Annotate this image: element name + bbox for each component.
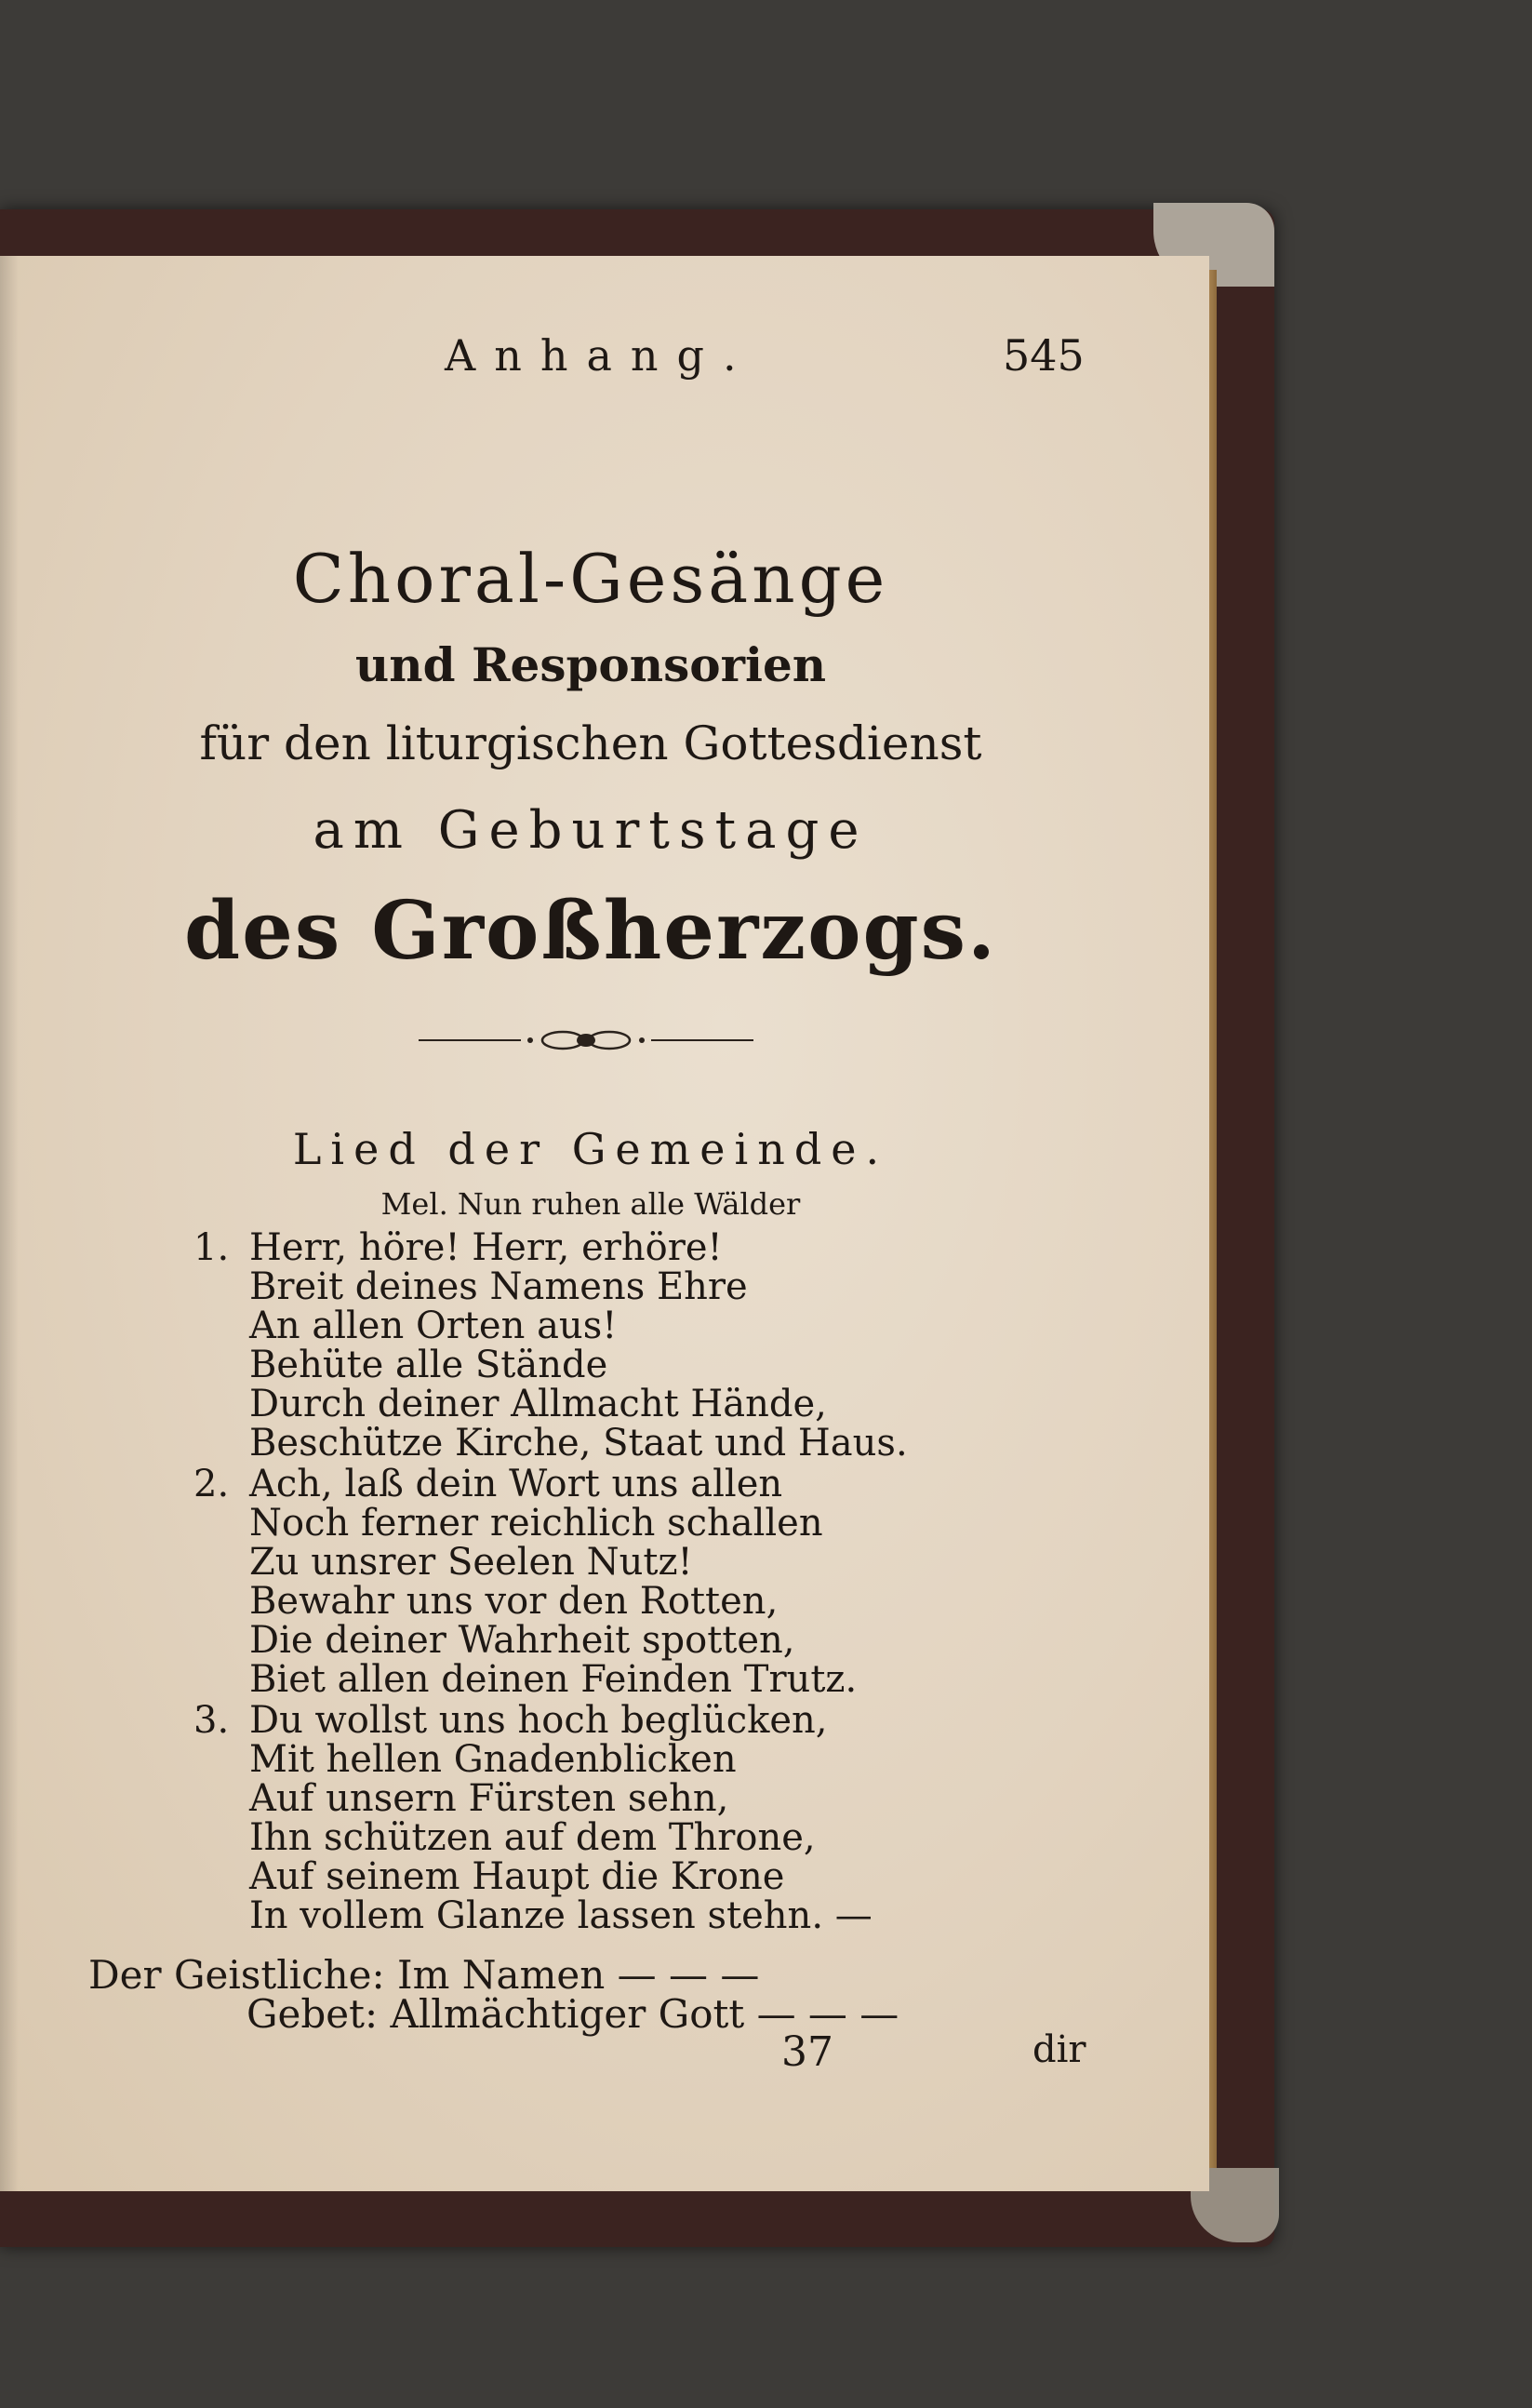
ornament-divider: [419, 1023, 753, 1057]
verse-line: Ach, laß dein Wort uns allen: [249, 1463, 783, 1505]
title-line-2: und Responsorien: [354, 637, 827, 692]
verse-line: An allen Orten aus!: [249, 1304, 618, 1347]
title-line-1: Choral-Gesänge: [292, 540, 889, 618]
verse-line: Auf unsern Fürsten sehn,: [249, 1777, 729, 1820]
liturgy-speaker-line: Der Geistliche: Im Namen — — —: [88, 1952, 760, 1998]
verse-line: Zu unsrer Seelen Nutz!: [249, 1541, 693, 1584]
verse-line: Noch ferner reichlich schallen: [249, 1502, 823, 1545]
verse-line: Behüte alle Stände: [249, 1344, 608, 1386]
liturgy-prayer-line: Gebet: Allmächtiger Gott — — —: [246, 1991, 899, 2037]
verse-line: Biet allen deinen Feinden Trutz.: [249, 1658, 858, 1701]
title-line-5: des Großherzogs.: [184, 884, 997, 978]
verse-line: Auf seinem Haupt die Krone: [249, 1855, 785, 1898]
verse-line: Mit hellen Gnadenblicken: [249, 1738, 737, 1781]
verse-line: Bewahr uns vor den Rotten,: [249, 1580, 779, 1623]
verse-line: Herr, höre! Herr, erhöre!: [249, 1226, 723, 1269]
verse-line: Beschütze Kirche, Staat und Haus.: [249, 1422, 908, 1465]
page-number: 545: [1003, 330, 1085, 381]
stanza-number: 1.: [193, 1226, 230, 1269]
catchword: dir: [1032, 2028, 1086, 2071]
title-line-4: am Geburtstage: [313, 800, 869, 861]
verse-line: Ihn schützen auf dem Throne,: [249, 1816, 816, 1859]
verse-line: Breit deines Namens Ehre: [249, 1265, 748, 1308]
verse-line: In vollem Glanze lassen stehn. —: [249, 1894, 873, 1937]
signature-mark: 37: [781, 2028, 833, 2076]
title-line-3: für den liturgischen Gottesdienst: [199, 716, 982, 770]
stanza-number: 2.: [193, 1463, 230, 1505]
verse-line: Du wollst uns hoch beglücken,: [249, 1699, 828, 1742]
running-head: Anhang.: [445, 330, 755, 381]
stanza-number: 3.: [193, 1699, 230, 1742]
verse-line: Die deiner Wahrheit spotten,: [249, 1619, 795, 1662]
melody-note: Mel. Nun ruhen alle Wälder: [380, 1186, 801, 1222]
verse-line: Durch deiner Allmacht Hände,: [249, 1383, 827, 1425]
hymn-heading: Lied der Gemeinde.: [292, 1124, 889, 1174]
